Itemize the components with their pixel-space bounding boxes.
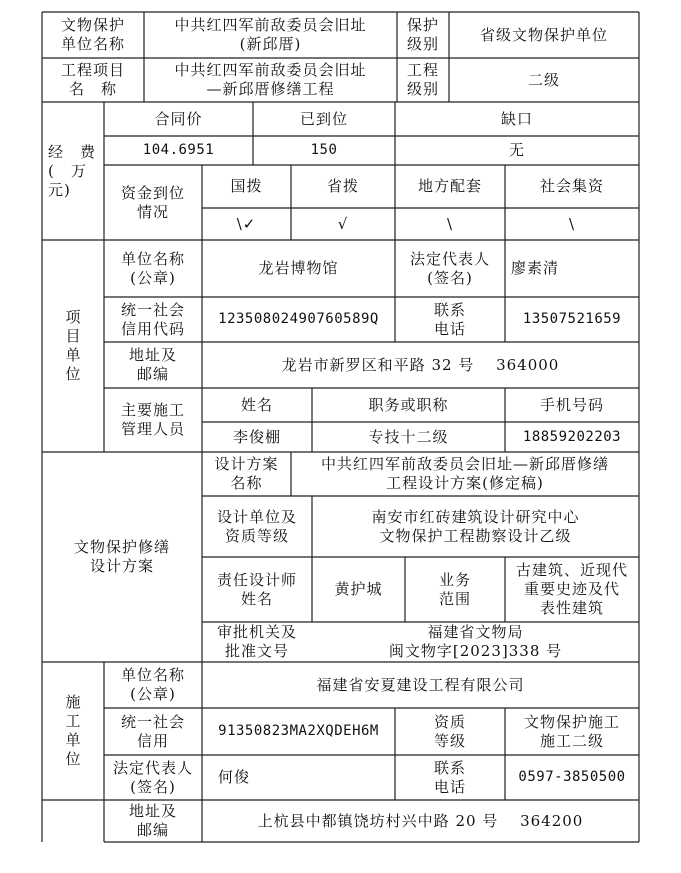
header-text: 姓名 xyxy=(240,395,273,414)
label-line: 资质等级 xyxy=(224,526,289,545)
local-label xyxy=(395,165,505,208)
header-text: 职务或职称 xyxy=(368,395,449,414)
label-line: (签名) xyxy=(427,268,473,287)
legal-rep-value xyxy=(505,240,639,297)
value-text: \ xyxy=(446,214,454,233)
label-char: 位 xyxy=(65,365,81,383)
address-label xyxy=(104,342,202,388)
scope-value xyxy=(505,557,639,622)
provincial-label xyxy=(291,165,395,208)
received-label xyxy=(253,102,395,136)
local-value xyxy=(395,208,505,240)
value-text: 13507521659 xyxy=(522,311,622,327)
header-text: 国拨 xyxy=(230,177,263,195)
project-name-label xyxy=(42,58,144,102)
value-text: 李俊棚 xyxy=(232,427,281,446)
value-line: 施工二级 xyxy=(539,731,604,750)
project-name-value xyxy=(144,58,397,102)
protect-level-value xyxy=(449,12,639,58)
label-line: 地址及 xyxy=(128,802,177,820)
national-value xyxy=(202,208,291,240)
staff-name-value xyxy=(202,422,312,452)
builder-phone-label xyxy=(395,755,505,800)
value-line: 福建省文物局 xyxy=(427,623,524,641)
label-line: 管理人员 xyxy=(120,420,185,438)
builder-credit-label xyxy=(104,708,202,755)
value-text: 廖素清 xyxy=(511,259,560,277)
header-text: 地方配套 xyxy=(417,177,482,195)
value-text: \✓ xyxy=(236,214,257,233)
label-line: 责任设计师 xyxy=(216,570,297,589)
builder-legal-rep-value xyxy=(202,755,395,800)
label-line: 联系 xyxy=(433,758,466,777)
label-line: 姓名 xyxy=(240,589,273,608)
header-text: 社会集资 xyxy=(539,177,604,195)
value-text: 何俊 xyxy=(218,768,251,786)
label-line: 审批机关及 xyxy=(216,623,297,641)
credit-code-label xyxy=(104,297,202,342)
builder-qual-value xyxy=(505,708,639,755)
unit-name-value xyxy=(202,240,395,297)
design-side-label xyxy=(42,452,202,662)
header-text: 已到位 xyxy=(299,109,348,128)
label-line: 设计方案 xyxy=(89,557,154,575)
value-line: 闽文物字[2023]338 号 xyxy=(388,642,563,660)
design-unit-label xyxy=(202,496,312,557)
gap-value xyxy=(395,136,639,165)
label-char: 单 xyxy=(65,346,81,364)
value-line: 中共红四军前敌委员会旧址 xyxy=(174,16,367,34)
social-label xyxy=(505,165,639,208)
received-value xyxy=(253,136,395,165)
credit-code-value xyxy=(202,297,395,342)
label-line: 范围 xyxy=(438,589,471,608)
label-char: 施 xyxy=(65,693,81,711)
value-text: 黄护城 xyxy=(334,580,383,598)
header-text: 手机号码 xyxy=(539,395,604,414)
label-line: 业务 xyxy=(438,570,471,589)
label-line: 联系 xyxy=(433,300,466,319)
construction-side-label xyxy=(42,662,104,800)
builder-credit-value xyxy=(202,708,395,755)
value-line: 南安市红砖建筑设计研究中心 xyxy=(371,507,580,526)
value-line: 文物保护施工 xyxy=(523,712,620,731)
label-line: (公章) xyxy=(130,685,176,703)
funding-status-label xyxy=(104,165,202,240)
value-line: 古建筑、近现代 xyxy=(515,561,628,579)
label-line: 保护 xyxy=(406,16,439,34)
label-line: 情况 xyxy=(136,202,169,221)
protect-level-label xyxy=(397,12,449,58)
label-line: 资质 xyxy=(433,712,466,731)
value-text: 0597-3850500 xyxy=(518,769,626,785)
value-line: 中共红四军前敌委员会旧址—新邱厝修缮 xyxy=(320,455,609,473)
label-line: 名称 xyxy=(230,474,263,492)
address-value xyxy=(202,342,639,388)
label-line: 法定代表人 xyxy=(112,758,193,777)
label-line: 统一社会 xyxy=(120,300,185,319)
label-line: 设计方案 xyxy=(214,455,279,473)
builder-address-value xyxy=(202,800,639,842)
value-text: √ xyxy=(337,214,349,233)
label-line: 单位名称 xyxy=(120,249,185,268)
contract-price-label xyxy=(104,102,253,136)
design-unit-value xyxy=(312,496,639,557)
staff-mobile-value xyxy=(505,422,639,452)
col-name-header xyxy=(202,388,312,422)
label-line: 等级 xyxy=(433,731,466,750)
label-line: (签名) xyxy=(130,777,176,796)
label-char: 单 xyxy=(65,731,81,749)
label-line: 工程 xyxy=(406,61,439,79)
value-line: 省级文物保护单位 xyxy=(479,25,608,44)
builder-phone-value xyxy=(505,755,639,800)
project-unit-side-label xyxy=(42,240,104,452)
label-char: 位 xyxy=(65,750,81,768)
label-line: 地址及 xyxy=(128,346,177,364)
value-text: 150 xyxy=(310,142,338,158)
label-line: 统一社会 xyxy=(120,712,185,731)
value-text: 龙岩市新罗区和平路 32 号 364000 xyxy=(281,355,560,374)
label-char: 目 xyxy=(65,327,81,345)
label-line: 元) xyxy=(48,180,71,199)
relic-name-value xyxy=(144,12,397,58)
value-text: 91350823MA2XQDEH6M xyxy=(218,723,379,739)
builder-name-value xyxy=(202,662,639,708)
label-line: 单位名称 xyxy=(120,666,185,684)
value-text: 18859202203 xyxy=(522,428,622,445)
phone-value xyxy=(505,297,639,342)
col-mobile-header xyxy=(505,388,639,422)
label-line: 文物保护 xyxy=(60,16,125,34)
project-level-label xyxy=(397,58,449,102)
value-line: 表性建筑 xyxy=(539,599,604,617)
label-line: 信用代码 xyxy=(120,319,185,338)
label-line: 资金到位 xyxy=(120,183,185,202)
provincial-value xyxy=(291,208,395,240)
staff-title-value xyxy=(312,422,505,452)
staff-label xyxy=(104,388,202,452)
value-text: 无 xyxy=(508,141,525,159)
label-line: 法定代表人 xyxy=(409,249,490,268)
header-text: 缺口 xyxy=(500,109,533,128)
scope-label xyxy=(405,557,505,622)
label-line: 设计单位及 xyxy=(216,507,297,526)
value-text: 龙岩博物馆 xyxy=(258,259,339,277)
contract-price-value xyxy=(104,136,253,165)
value-line: —新邱厝修缮工程 xyxy=(206,80,335,98)
label-line: 邮编 xyxy=(136,365,169,383)
label-line: 工程项目 xyxy=(60,61,125,79)
value-text: \ xyxy=(568,214,576,233)
approval-value xyxy=(312,622,639,662)
designer-value xyxy=(312,557,405,622)
approval-label xyxy=(202,622,312,662)
relic-name-label xyxy=(42,12,144,58)
label-line: 批准文号 xyxy=(224,642,289,660)
label-line: 名 称 xyxy=(68,80,117,98)
header-text: 合同价 xyxy=(154,109,203,128)
label-char: 项 xyxy=(65,308,81,326)
value-line: 中共红四军前敌委员会旧址 xyxy=(174,61,367,79)
value-line: 二级 xyxy=(527,70,560,89)
value-line: 重要史迹及代 xyxy=(523,580,620,598)
plan-name-label xyxy=(202,452,291,496)
label-line: 单位名称 xyxy=(60,35,125,53)
label-char: 工 xyxy=(65,712,81,730)
builder-qual-label xyxy=(395,708,505,755)
builder-address-label xyxy=(104,800,202,842)
social-value xyxy=(505,208,639,240)
value-text: 专技十二级 xyxy=(368,427,449,446)
label-line: 信用 xyxy=(136,731,169,750)
value-text: 12350802490760589Q xyxy=(218,311,379,327)
national-label xyxy=(202,165,291,208)
unit-name-label xyxy=(104,240,202,297)
header-text: 省拨 xyxy=(326,177,359,195)
project-level-value xyxy=(449,58,639,102)
label-line: 邮编 xyxy=(136,821,169,839)
label-line: 主要施工 xyxy=(120,401,185,419)
designer-label xyxy=(202,557,312,622)
plan-name-value xyxy=(291,452,639,496)
value-line: 文物保护工程勘察设计乙级 xyxy=(379,526,572,545)
label-line: (公章) xyxy=(130,268,176,287)
phone-label xyxy=(395,297,505,342)
value-line: (新邱厝) xyxy=(239,35,302,53)
col-title-header xyxy=(312,388,505,422)
legal-rep-label xyxy=(395,240,505,297)
value-text: 上杭县中都镇饶坊村兴中路 20 号 364200 xyxy=(257,811,584,830)
funding-side-label xyxy=(42,102,104,240)
label-line: 级别 xyxy=(406,35,439,53)
value-text: 104.6951 xyxy=(142,142,215,158)
label-line: 级别 xyxy=(406,80,439,98)
builder-legal-rep-label xyxy=(104,755,202,800)
label-line: ( 万 xyxy=(48,161,87,180)
value-line: 工程设计方案(修定稿) xyxy=(386,474,544,492)
label-line: 电话 xyxy=(433,777,466,796)
label-line: 经 费 xyxy=(48,142,97,161)
label-line: 文物保护修缮 xyxy=(73,538,170,556)
label-line: 电话 xyxy=(433,319,466,338)
value-text: 福建省安夏建设工程有限公司 xyxy=(316,675,525,694)
builder-name-label xyxy=(104,662,202,708)
gap-label xyxy=(395,102,639,136)
